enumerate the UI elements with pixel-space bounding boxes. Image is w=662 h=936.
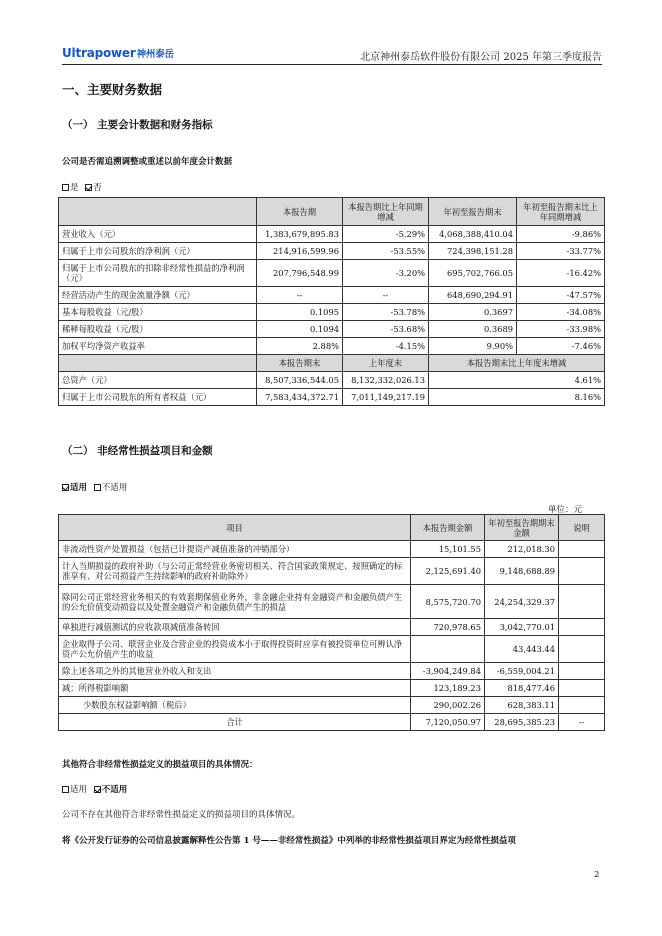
value-cell: 4.61% (429, 372, 605, 389)
note-cell (559, 636, 605, 663)
table-row (59, 287, 605, 304)
value-cell: 8,575,720.70 (411, 585, 485, 619)
note-cell: -- (559, 714, 605, 731)
applicability-options (62, 481, 127, 493)
value-cell: 0.3689 (429, 321, 517, 338)
row-label: 基本每股收益（元/股） (59, 304, 257, 321)
header-cell: 本报告期比上年同期增减 (343, 198, 429, 226)
value-cell: 207,796,548.99 (257, 260, 343, 287)
option-applicable: 适用 (70, 785, 88, 795)
value-cell: -33.98% (517, 321, 605, 338)
row-label: 加权平均净资产收益率 (59, 338, 257, 355)
section-title-main-financial: 一、主要财务数据 (62, 82, 163, 97)
value-cell: -53.55% (343, 243, 429, 260)
page-header (62, 44, 602, 65)
nonrecurring-table (58, 514, 605, 731)
row-label: 归属于上市公司股东的扣除非经常性损益的净利润（元） (59, 260, 257, 287)
item-label: 除同公司正常经营业务相关的有效套期保值业务外，非金融企业持有金融资产和金融负债产生的公允价值变动损益以及处置金融资产和金融负债产生的损益 (59, 585, 411, 619)
table-header-row (59, 198, 605, 226)
value-cell: -33.77% (517, 243, 605, 260)
value-cell: 7,120,050.97 (411, 714, 485, 731)
table-row (59, 243, 605, 260)
value-cell: 8,507,336,544.05 (257, 372, 343, 389)
item-label: 企业取得子公司、联营企业及合营企业的投资成本小于取得投资时应享有被投资单位可辨认净资产公允价值产生的收益 (59, 636, 411, 663)
option-no: 否 (93, 183, 102, 193)
key-financial-table (58, 197, 605, 406)
value-cell: 818,477.46 (485, 680, 559, 697)
value-cell: -7.46% (517, 338, 605, 355)
company-logo (62, 46, 174, 60)
header-cell: 本报告期金额 (411, 515, 485, 541)
subsection-title-accounting-data: （一） 主要会计数据和财务指标 (62, 119, 213, 131)
item-label: 单独进行减值测试的应收款项减值准备转回 (59, 619, 411, 636)
item-label: 除上述各项之外的其他营业外收入和支出 (59, 663, 411, 680)
restate-options (62, 181, 102, 193)
header-cell: 本报告期末 (257, 355, 343, 372)
report-title: 北京神州泰岳软件股份有限公司 2025 年第三季度报告 (360, 52, 602, 63)
checkbox-icon (94, 484, 101, 491)
table-row (59, 585, 605, 619)
header-cell: 项目 (59, 515, 411, 541)
value-cell: 0.1095 (257, 304, 343, 321)
row-label: 归属于上市公司股东的净利润（元） (59, 243, 257, 260)
value-cell (411, 636, 485, 663)
table-row (59, 372, 605, 389)
value-cell: -16.42% (517, 260, 605, 287)
table-header-row (59, 515, 605, 541)
item-label: 非流动性资产处置损益（包括已计提资产减值准备的冲销部分） (59, 541, 411, 558)
table-row (59, 636, 605, 663)
table-row (59, 338, 605, 355)
row-label: 总资产（元） (59, 372, 257, 389)
value-cell: 2,125,691.40 (411, 558, 485, 585)
value-cell: -4.15% (343, 338, 429, 355)
other-applicability-options (62, 783, 127, 795)
value-cell: -53.78% (343, 304, 429, 321)
value-cell: -3.20% (343, 260, 429, 287)
value-cell: 724,398,151.28 (429, 243, 517, 260)
note-cell (559, 697, 605, 714)
value-cell: -6,559,004.21 (485, 663, 559, 680)
option-applicable: 适用 (70, 483, 88, 493)
option-yes: 是 (70, 183, 79, 193)
item-label: 少数股东权益影响额（税后） (59, 697, 411, 714)
option-not-applicable: 不适用 (101, 483, 128, 493)
value-cell: 8.16% (429, 389, 605, 406)
row-label: 稀释每股收益（元/股） (59, 321, 257, 338)
checked-checkbox-icon (62, 484, 69, 491)
value-cell: -47.57% (517, 287, 605, 304)
value-cell: 28,695,385.23 (485, 714, 559, 731)
page-number: 2 (594, 870, 600, 880)
header-cell: 年初至报告期末 (429, 198, 517, 226)
header-cell: 说明 (559, 515, 605, 541)
table-row (59, 541, 605, 558)
value-cell: 7,583,434,372.71 (257, 389, 343, 406)
note-cell (559, 619, 605, 636)
total-label: 合计 (59, 714, 411, 731)
checkbox-icon (62, 786, 69, 793)
unit-label: 单位：元 (548, 505, 583, 515)
value-cell: -3,904,249.84 (411, 663, 485, 680)
table-header-row (59, 355, 605, 372)
row-label: 归属于上市公司股东的所有者权益（元） (59, 389, 257, 406)
note-cell (559, 558, 605, 585)
item-label: 计入当期损益的政府补助（与公司正常经营业务密切相关、符合国家政策规定、按照确定的标准享有、对公司损益产生持续影响的政府补助除外） (59, 558, 411, 585)
value-cell: 15,101.55 (411, 541, 485, 558)
header-cell (59, 198, 257, 226)
value-cell: 212,018.30 (485, 541, 559, 558)
value-cell: -- (257, 287, 343, 304)
value-cell: 720,978.65 (411, 619, 485, 636)
value-cell: 695,702,766.05 (429, 260, 517, 287)
subsection-title-nonrecurring: （二） 非经常性损益项目和金额 (62, 445, 213, 457)
value-cell: 7,011,149,217.19 (343, 389, 429, 406)
row-label: 营业收入（元） (59, 226, 257, 243)
logo-cn: 神州泰岳 (136, 49, 174, 60)
header-cell: 年初至报告期末比上年同期增减 (517, 198, 605, 226)
value-cell: -- (343, 287, 429, 304)
note-cell (559, 663, 605, 680)
value-cell: 2.88% (257, 338, 343, 355)
value-cell: 8,132,332,026.13 (343, 372, 429, 389)
table-row (59, 558, 605, 585)
item-label: 减：所得税影响额 (59, 680, 411, 697)
option-not-applicable: 不适用 (101, 785, 128, 795)
value-cell: 24,254,329.37 (485, 585, 559, 619)
table-row (59, 389, 605, 406)
value-cell: 43,443.44 (485, 636, 559, 663)
header-cell: 上年度末 (343, 355, 429, 372)
value-cell: 628,383.11 (485, 697, 559, 714)
row-label: 经营活动产生的现金流量净额（元） (59, 287, 257, 304)
value-cell: -34.08% (517, 304, 605, 321)
checked-checkbox-icon (94, 786, 101, 793)
table-row (59, 226, 605, 243)
value-cell: -5.29% (343, 226, 429, 243)
note-cell (559, 680, 605, 697)
checked-checkbox-icon (85, 184, 92, 191)
table-row (59, 680, 605, 697)
note-cell (559, 541, 605, 558)
value-cell: 290,002.26 (411, 697, 485, 714)
table-row (59, 697, 605, 714)
value-cell: 9,148,688.89 (485, 558, 559, 585)
value-cell: 214,916,599.96 (257, 243, 343, 260)
note-cell (559, 585, 605, 619)
value-cell: 1,383,679,895.83 (257, 226, 343, 243)
value-cell: -9.86% (517, 226, 605, 243)
classification-statement: 将《公开发行证券的公司信息披露解释性公告第 1 号——非经常性损益》中列举的非经常性损益项目界定为经常性损益项 (62, 836, 516, 846)
table-row (59, 304, 605, 321)
header-cell (59, 355, 257, 372)
table-total-row (59, 714, 605, 731)
value-cell: 123,189.23 (411, 680, 485, 697)
restate-question: 公司是否需追溯调整或重述以前年度会计数据 (62, 157, 233, 167)
other-items-text: 公司不存在其他符合非经常性损益定义的损益项目的具体情况。 (62, 810, 301, 820)
header-cell: 本报告期末比上年度末增减 (429, 355, 605, 372)
value-cell: 648,690,294.91 (429, 287, 517, 304)
header-cell: 本报告期 (257, 198, 343, 226)
table-row (59, 260, 605, 287)
table-row (59, 321, 605, 338)
header-cell: 年初至报告期期末金额 (485, 515, 559, 541)
value-cell: 3,042,770.01 (485, 619, 559, 636)
checkbox-icon (62, 184, 69, 191)
table-row (59, 663, 605, 680)
value-cell: 9.90% (429, 338, 517, 355)
other-items-title: 其他符合非经常性损益定义的损益项目的具体情况： (62, 760, 258, 770)
table-row (59, 619, 605, 636)
value-cell: -53.68% (343, 321, 429, 338)
logo-en: Ultrapower (62, 46, 136, 60)
value-cell: 0.3697 (429, 304, 517, 321)
value-cell: 0.1094 (257, 321, 343, 338)
value-cell: 4,068,388,410.04 (429, 226, 517, 243)
